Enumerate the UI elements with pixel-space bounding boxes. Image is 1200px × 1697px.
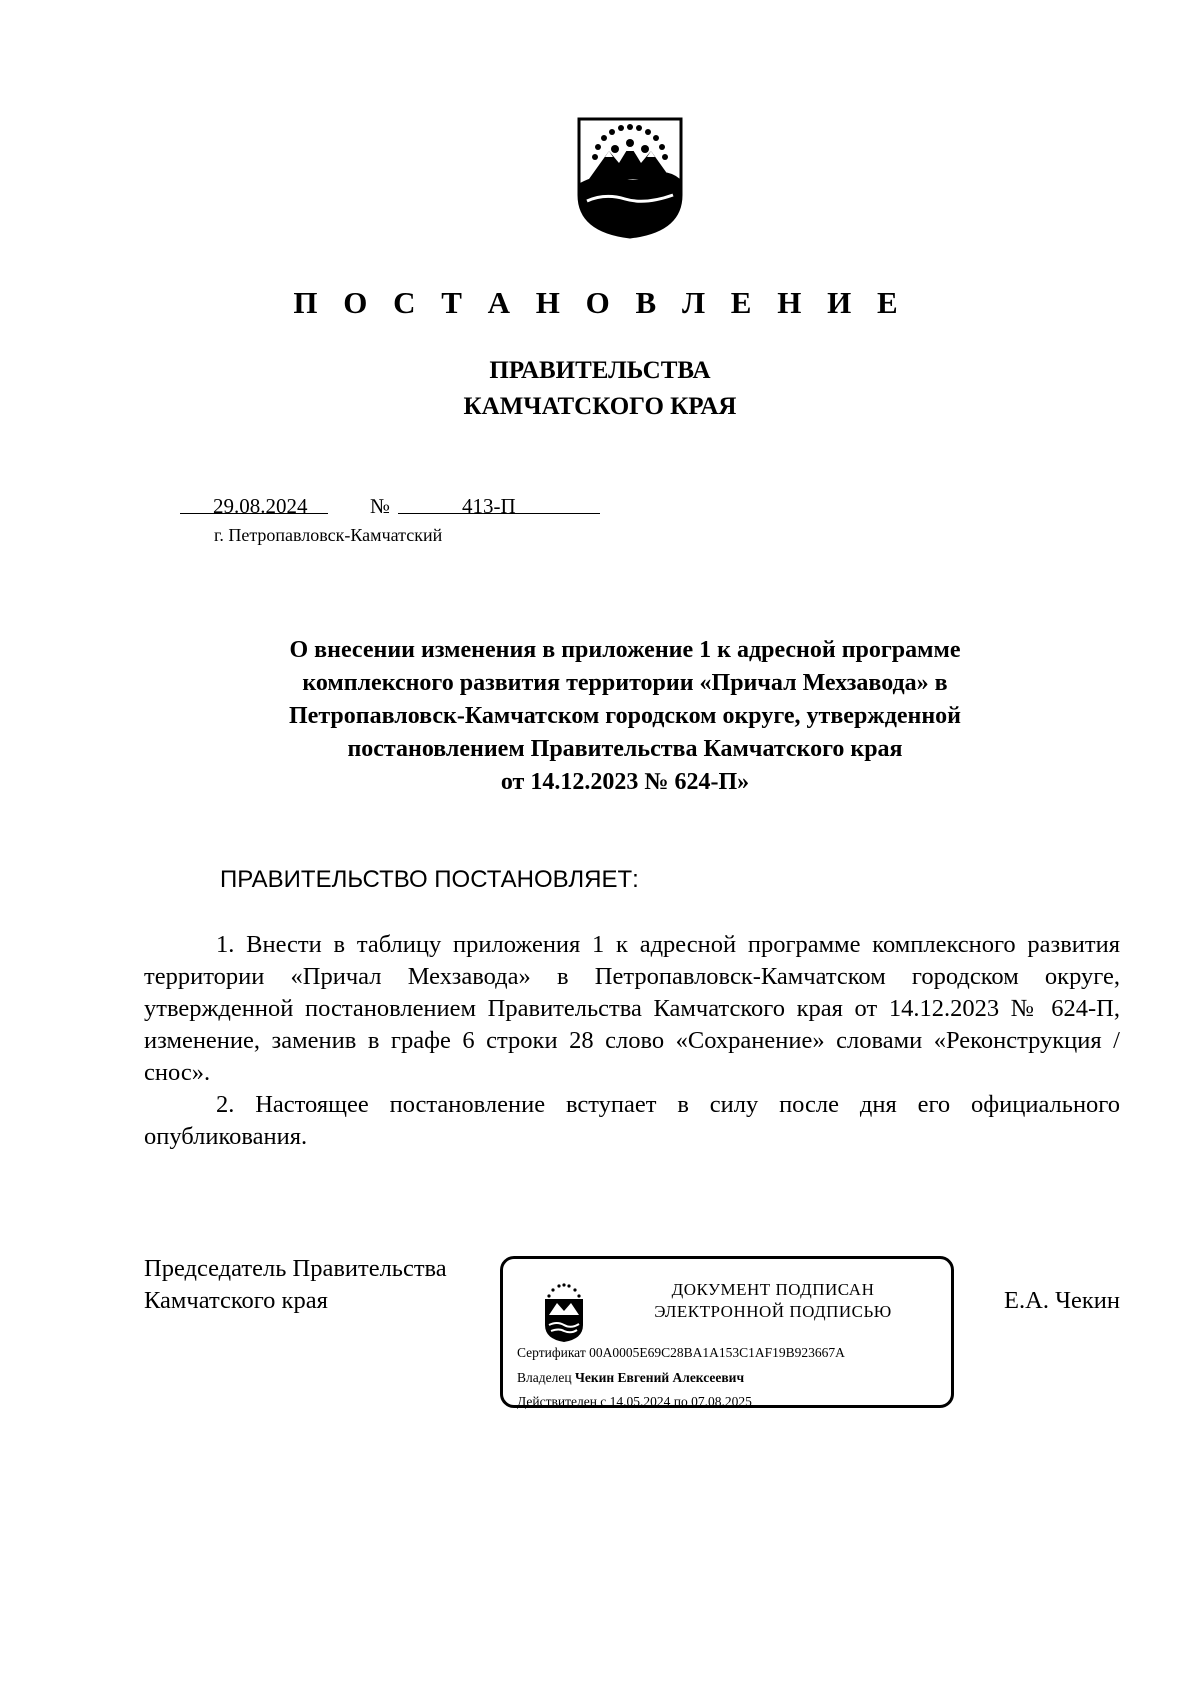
- document-type-title: П О С Т А Н О В Л Е Н И Е: [293, 285, 907, 320]
- owner-label: Владелец: [517, 1370, 572, 1385]
- stamp-heading-line: ДОКУМЕНТ ПОДПИСАН: [671, 1280, 875, 1299]
- resolves-heading: ПРАВИТЕЛЬСТВО ПОСТАНОВЛЯЕТ:: [220, 866, 639, 893]
- valid-label: Действителен с: [517, 1394, 607, 1409]
- issuer-heading: [0, 353, 1200, 425]
- certificate-owner: [517, 1369, 744, 1387]
- issuer-line: ПРАВИТЕЛЬСТВА: [489, 357, 711, 384]
- electronic-signature-stamp: [500, 1256, 954, 1408]
- stamp-emblem-icon: [541, 1281, 587, 1343]
- stamp-heading: [613, 1279, 933, 1323]
- subject-line: постановлением Правительства Камчатского края: [347, 736, 903, 762]
- owner-value: Чекин Евгений Алексеевич: [574, 1370, 745, 1385]
- signer-position-line: Камчатского края: [144, 1287, 328, 1314]
- document-number: 413-П: [462, 494, 516, 518]
- certificate-label: Сертификат: [517, 1345, 586, 1360]
- signer-name: Е.А. Чекин: [1004, 1287, 1120, 1314]
- stamp-heading-line: ЭЛЕКТРОННОЙ ПОДПИСЬЮ: [654, 1302, 892, 1321]
- subject-line: от 14.12.2023 № 624-П»: [500, 769, 750, 795]
- valid-from: 14.05.2024: [609, 1394, 671, 1409]
- valid-to: 07.08.2025: [691, 1394, 752, 1409]
- certificate-value: 00A0005E69C28BA1A153C1AF19B923667A: [589, 1345, 845, 1360]
- place-of-issue: г. Петропавловск-Камчатский: [214, 525, 443, 545]
- subject-line: Петропавловск-Камчатском городском округе, утвержденной: [289, 703, 961, 729]
- valid-to-label: по: [673, 1394, 688, 1409]
- coat-of-arms-icon: [575, 113, 685, 239]
- body-paragraph: 2. Настоящее постановление вступает в силу после дня его официального опубликования.: [144, 1091, 1120, 1150]
- body-paragraph: 1. Внести в таблицу приложения 1 к адресной программе комплексного развития территории «Причал Мехзавода» в Петропавловск-Камчатском городском округе, утвержденной постановлением Правительства Камчатского края от 14.12.2023 № 624-П, изменение, заменив в графе 6 строки 28 слово «Сохранение» словами «Реконструкция / снос».: [144, 931, 1120, 1086]
- document-subject: [230, 634, 1020, 799]
- signer-position-line: Председатель Правительства: [144, 1255, 447, 1282]
- issuer-line: КАМЧАТСКОГО КРАЯ: [463, 393, 737, 420]
- signer-position: [144, 1253, 447, 1317]
- document-date: 29.08.2024: [213, 494, 308, 518]
- registration-line: [180, 491, 600, 523]
- number-sign: №: [370, 494, 391, 518]
- subject-line: комплексного развития территории «Причал Мехзавода» в: [302, 670, 948, 696]
- document-body: [144, 929, 1120, 1153]
- certificate-validity: [517, 1393, 752, 1411]
- subject-line: О внесении изменения в приложение 1 к адресной программе: [289, 637, 961, 663]
- certificate-serial: [517, 1344, 845, 1362]
